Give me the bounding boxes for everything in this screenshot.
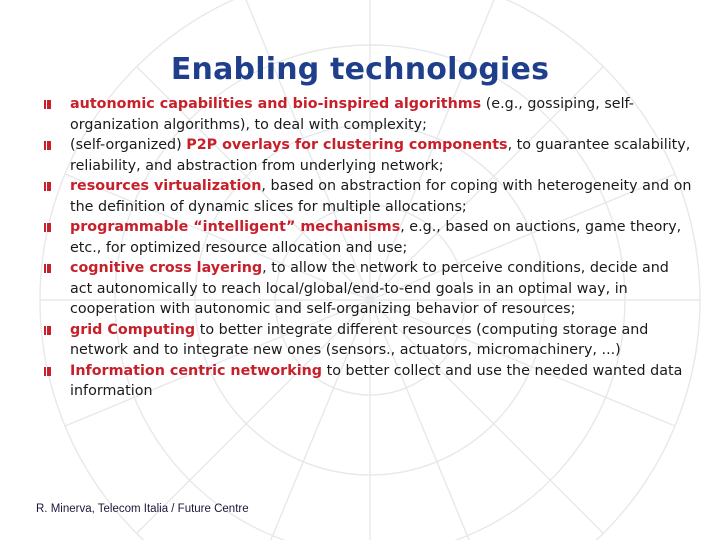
bullet-item — [44, 320, 694, 361]
bullet-text: (e.g., gossiping, self-organization algorithms), to deal with complexity; — [70, 96, 634, 133]
bullet-item — [44, 176, 694, 217]
bullet-item — [44, 135, 694, 176]
bullet-highlight: programmable “intelligent” mechanisms — [70, 219, 401, 235]
bullet-highlight: Information centric networking — [70, 362, 323, 379]
bullet-marker-icon — [44, 141, 51, 150]
bullet-highlight: P2P overlays for clustering components — [186, 137, 508, 153]
bullet-item — [44, 361, 694, 402]
bullet-marker-icon — [44, 326, 51, 335]
bullet-marker-icon — [44, 223, 51, 232]
bullet-marker-icon — [44, 367, 51, 376]
bullet-item — [44, 258, 694, 320]
bullet-highlight: cognitive cross layering — [70, 260, 263, 276]
bullet-highlight: resources virtualization — [70, 178, 262, 194]
bullet-text: to better collect and use the needed wanted data information — [70, 362, 683, 399]
bullet-highlight: autonomic capabilities and bio-inspired algorithms — [70, 96, 482, 112]
bullet-marker-icon — [44, 182, 51, 191]
bullet-text: to better integrate different resources (computing storage and network and to integrate new ones (sensors., actuators, micromachinery, ...) — [70, 321, 649, 358]
bullet-marker-icon — [44, 100, 51, 109]
bullet-text: , to guarantee scalability, reliability, and abstraction from underlying network; — [70, 137, 691, 174]
bullet-highlight: grid Computing — [70, 321, 196, 338]
bullet-text: , based on abstraction for coping with heterogeneity and on the definition of dynamic slices for multiple allocations; — [70, 178, 692, 215]
bullet-item — [44, 217, 694, 258]
bullet-item — [44, 94, 694, 135]
bullet-marker-icon — [44, 264, 51, 273]
bullet-text: , e.g., based on auctions, game theory, etc., for optimized resource allocation and use; — [70, 219, 682, 256]
slide-footer: R. Minerva, Telecom Italia / Future Centre — [36, 503, 249, 515]
bullet-text: , to allow the network to perceive conditions, decide and act autonomically to reach local/global/end-to-end goals in an optimal way, in cooperation with autonomic and self-organizing behavior of resources; — [70, 260, 669, 317]
slide-title: Enabling technologies — [170, 52, 550, 87]
bullet-list — [44, 94, 694, 402]
bullet-prefix: (self-organized) — [70, 137, 187, 153]
